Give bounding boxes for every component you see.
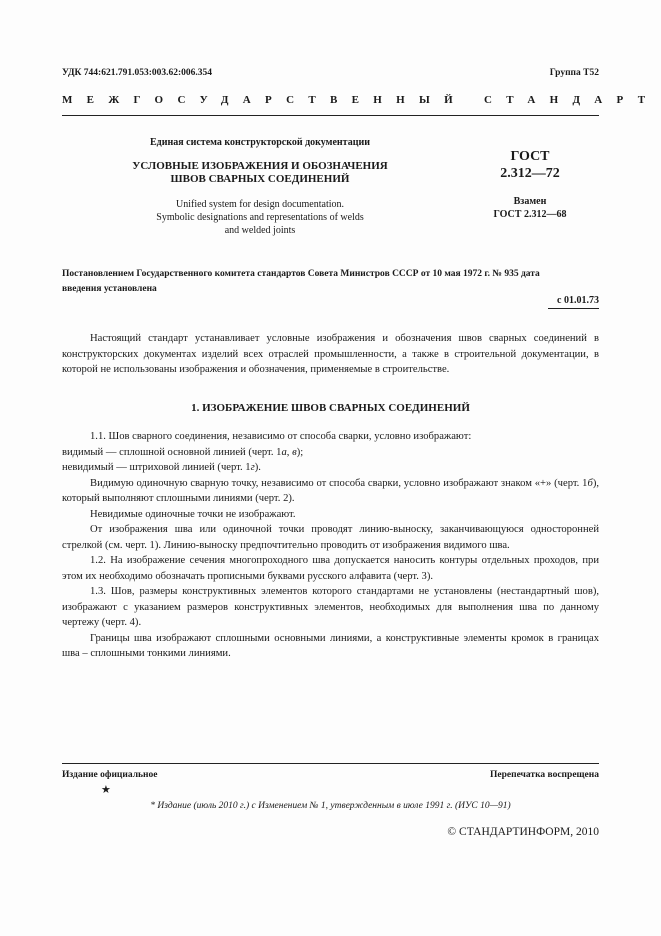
point-text: Видимую одиночную сварную точку, независимо от способа сварки, условно изображают знаком «+» (черт. 1 xyxy=(90,477,588,489)
date-underline xyxy=(548,308,599,309)
visible-line-item xyxy=(62,445,599,461)
header-rule xyxy=(62,115,599,116)
gost-designation xyxy=(470,148,590,182)
visible-end: ); xyxy=(296,446,304,458)
title-line-2: ШВОВ СВАРНЫХ СОЕДИНЕНИЙ xyxy=(170,173,350,185)
section-body xyxy=(62,429,599,662)
udk-code: УДК 744:621.791.053:003.62:006.354 xyxy=(62,68,213,78)
english-title-line-1: Unified system for design documentation. xyxy=(175,199,345,210)
edition-note: * Издание (июль 2010 г.) с Изменением № 1, утвержденным в июле 1991 г. (ИУС 10—91) xyxy=(150,801,511,811)
replaces-value: ГОСТ 2.312—68 xyxy=(493,209,567,220)
gost-number: 2.312—72 xyxy=(500,166,560,181)
visible-separator: , xyxy=(286,446,293,458)
invisible-text: невидимый — штриховой линией (черт. 1 xyxy=(62,462,251,473)
effective-date: с 01.01.73 xyxy=(557,295,599,306)
visible-text: видимый — сплошной основной линией (черт. 1 xyxy=(62,446,282,458)
decree-text xyxy=(62,267,602,297)
system-name: Единая система конструкторской документации xyxy=(150,137,370,148)
english-title-line-2: Symbolic designations and representations of welds xyxy=(156,212,364,223)
official-edition: Издание официальное xyxy=(62,770,158,780)
intro-text: Настоящий стандарт устанавливает условные изображения и обозначения швов сварных соединений в конструкторских документах изделий всех отраслей промышленности, а также в строительной документации, в которой не использованы изображения и обозначения, применяемые в строительстве. xyxy=(62,333,599,375)
decree-line-1: Постановлением Государственного комитета стандартов Совета Министров СССР от 10 мая 1972 г. № 935 дата xyxy=(62,269,540,279)
clause-1-2: 1.2. На изображение сечения многопроходного шва допускается наносить контуры отдельных проходов, при этом их необходимо обозначать прописными буквами русского алфавита (черт. 3). xyxy=(62,555,599,582)
group-code: Группа Т52 xyxy=(549,68,599,78)
decree-line-2: введения установлена xyxy=(62,284,157,294)
invisible-line-item xyxy=(62,460,599,476)
borders-paragraph: Границы шва изображают сплошными основными линиями, а конструктивные элементы кромок в границах шва – сплошными тонкими линиями. xyxy=(62,632,599,659)
english-title xyxy=(110,198,410,237)
intro-paragraph xyxy=(62,331,599,378)
drawing-ref-v: в xyxy=(292,446,297,458)
standard-banner: МЕЖГОСУДАРСТВЕННЫЙ СТАНДАРТ xyxy=(62,94,660,106)
english-title-line-3: and welded joints xyxy=(224,225,296,236)
drawing-ref-a: а xyxy=(281,446,287,458)
clause-1-1: 1.1. Шов сварного соединения, независимо от способа сварки, условно изображают: xyxy=(90,431,472,442)
single-point-paragraph xyxy=(62,476,599,507)
gost-label: ГОСТ xyxy=(510,149,550,164)
leader-line-paragraph: От изображения шва или одиночной точки проводят линию-выноску, заканчивающуюся односторонней стрелкой (см. черт. 1). Линию-выноску предпочтительно проводить от изображения видимого шва. xyxy=(62,524,599,551)
footer-rule xyxy=(62,763,599,764)
title-line-1: УСЛОВНЫЕ ИЗОБРАЖЕНИЯ И ОБОЗНАЧЕНИЯ xyxy=(132,160,388,172)
reprint-notice: Перепечатка воспрещена xyxy=(489,770,599,780)
drawing-ref-b: б xyxy=(587,477,593,489)
copyright: © СТАНДАРТИНФОРМ, 2010 xyxy=(447,826,599,838)
replaces-label: Взамен xyxy=(513,196,547,207)
drawing-ref-g: г xyxy=(250,462,255,473)
invisible-end: ). xyxy=(254,462,261,473)
section-title: 1. ИЗОБРАЖЕНИЕ ШВОВ СВАРНЫХ СОЕДИНЕНИЙ xyxy=(191,402,470,414)
clause-1-3: 1.3. Шов, размеры конструктивных элементов которого стандартами не установлены (нестандартный шов), изображают с указанием размеров конструктивных элементов, необходимых для выполнения шва по данному чертежу (черт. 4). xyxy=(62,586,599,628)
replaces-block xyxy=(460,195,600,221)
invisible-points-paragraph: Невидимые одиночные точки не изображают. xyxy=(90,508,296,520)
point-end: ), который выполняют сплошными линиями (черт. 2). xyxy=(62,477,599,504)
star-icon: ★ xyxy=(101,784,111,796)
document-title xyxy=(110,160,410,186)
